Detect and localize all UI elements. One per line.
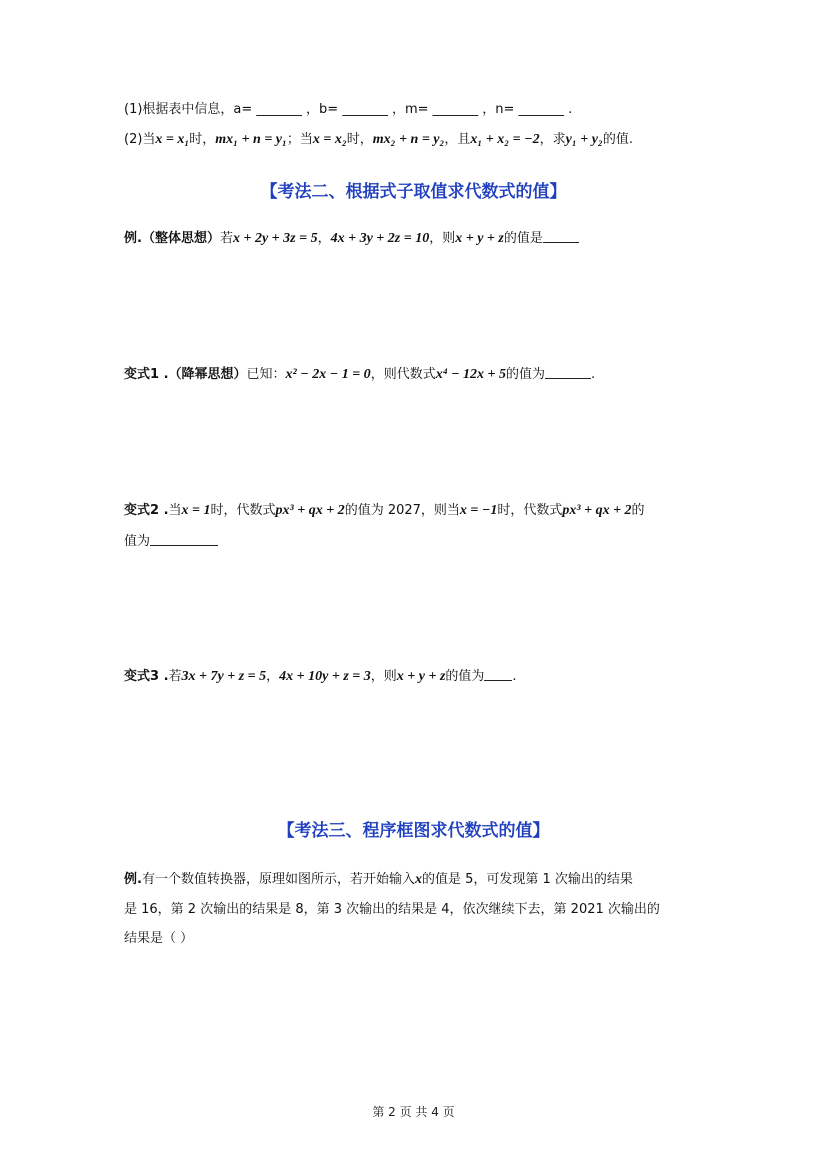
- variant-2-line2: 值为: [124, 532, 218, 551]
- answer-blank: [545, 365, 591, 379]
- page-footer: 第 2 页 共 4 页: [372, 1105, 455, 1119]
- answer-blank: [543, 229, 579, 243]
- example-3-line1: 例.有一个数值转换器，原理如图所示，若开始输入x的值是 5，可发现第 1 次输出的结果: [124, 872, 633, 887]
- question-2: (2)当x = x₁时，mx₁ + n = y₁；当x = x₂时，mx₂ + n = y₂，且x₁ + x₂ = −2，求y₁ + y₂的值.: [124, 132, 633, 147]
- variant-3: 变式3 .若3x + 7y + z = 5，4x + 10y + z = 3，则x + y + z的值为 .: [124, 669, 517, 684]
- question-1: (1)根据表中信息，a= _______ ，b= _______ ，m= _______ ，n= _______ .: [124, 102, 573, 117]
- example-3-line3: 结果是（ ）: [124, 931, 194, 946]
- example-3-line2: 是 16，第 2 次输出的结果是 8，第 3 次输出的结果是 4，依次继续下去，第 2021 次输出的: [124, 902, 660, 917]
- section-heading-2: 【考法二、根据式子取值求代数式的值】: [260, 182, 567, 202]
- answer-blank: [150, 532, 218, 546]
- example-2: 例.（整体思想）若x + 2y + 3z = 5，4x + 3y + 2z = 10，则x + y + z的值是: [124, 229, 579, 248]
- answer-blank: [484, 667, 512, 681]
- variant-2-line1: 变式2 .当x = 1时，代数式px³ + qx + 2的值为 2027，则当x = −1时，代数式px³ + qx + 2的: [124, 503, 645, 518]
- section-heading-3: 【考法三、程序框图求代数式的值】: [277, 821, 550, 841]
- variant-1: 变式1 .（降幂思想）已知：x² − 2x − 1 = 0，则代数式x⁴ − 12x + 5的值为 .: [124, 367, 596, 382]
